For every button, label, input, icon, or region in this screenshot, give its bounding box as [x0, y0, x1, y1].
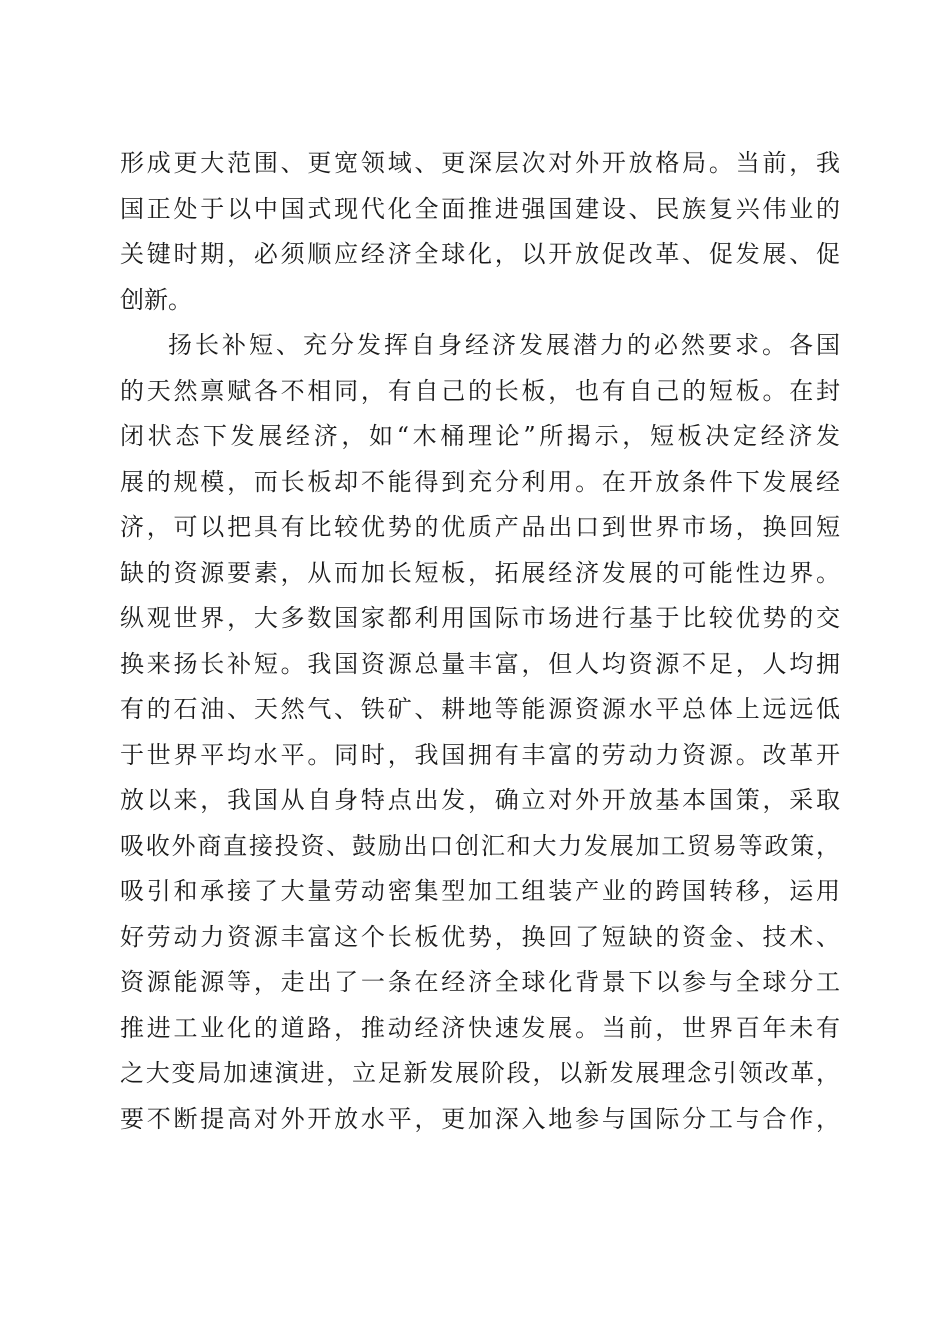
text-line-2: 国正处于以中国式现代化全面推进强国建设、民族复兴伟业的: [120, 194, 840, 223]
text-line-4: 创新。: [120, 285, 192, 314]
text-line-16: 吸收外商直接投资、鼓励出口创汇和大力发展加工贸易等政策，: [120, 831, 840, 860]
text-line-5: 扬长补短、充分发挥自身经济发展潜力的必然要求。各国: [168, 331, 840, 359]
text-line-7: 闭状态下发展经济，如“木桶理论”所揭示，短板决定经济发: [120, 422, 840, 450]
text-line-15: 放以来，我国从自身特点出发，确立对外开放基本国策，采取: [120, 786, 840, 814]
text-line-13: 有的石油、天然气、铁矿、耕地等能源资源水平总体上远远低: [120, 695, 840, 723]
text-line-22: 要不断提高对外开放水平，更加深入地参与国际分工与合作，: [120, 1104, 840, 1133]
text-line-11: 纵观世界，大多数国家都利用国际市场进行基于比较优势的交: [120, 604, 840, 632]
body-text: [120, 141, 840, 1142]
text-line-9: 济，可以把具有比较优势的优质产品出口到世界市场，换回短: [120, 513, 840, 541]
text-line-21: 之大变局加速演进，立足新发展阶段，以新发展理念引领改革，: [120, 1059, 840, 1087]
text-line-1: 形成更大范围、更宽领域、更深层次对外开放格局。当前，我: [120, 149, 840, 177]
text-line-20: 推进工业化的道路，推动经济快速发展。当前，世界百年未有: [120, 1013, 840, 1042]
text-line-3: 关键时期，必须顺应经济全球化，以开放促改革、促发展、促: [120, 240, 840, 268]
text-line-8: 展的规模，而长板却不能得到充分利用。在开放条件下发展经: [120, 467, 840, 496]
text-line-14: 于世界平均水平。同时，我国拥有丰富的劳动力资源。改革开: [120, 740, 840, 769]
text-line-18: 好劳动力资源丰富这个长板优势，换回了短缺的资金、技术、: [120, 922, 840, 951]
text-line-19: 资源能源等，走出了一条在经济全球化背景下以参与全球分工: [120, 968, 840, 996]
text-line-17: 吸引和承接了大量劳动密集型加工组装产业的跨国转移，运用: [120, 877, 840, 905]
text-line-6: 的天然禀赋各不相同，有自己的长板，也有自己的短板。在封: [120, 376, 840, 405]
text-line-10: 缺的资源要素，从而加长短板，拓展经济发展的可能性边界。: [120, 558, 840, 587]
text-line-12: 换来扬长补短。我国资源总量丰富，但人均资源不足，人均拥: [120, 649, 840, 678]
